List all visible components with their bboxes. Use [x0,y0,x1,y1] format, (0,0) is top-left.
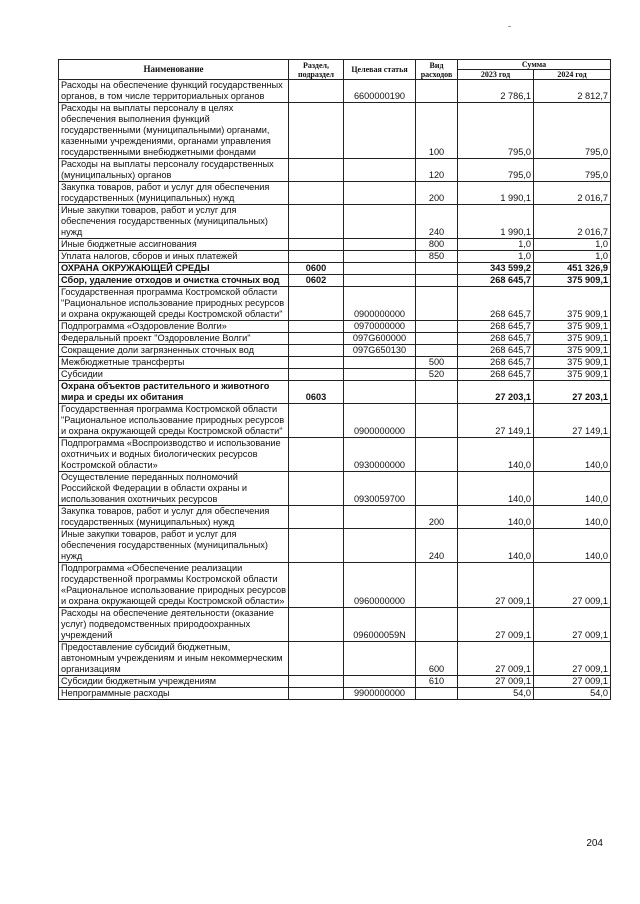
row-target [344,381,416,404]
row-sum-2024: 140,0 [534,506,611,529]
row-section [289,438,344,472]
row-type: 200 [416,506,458,529]
row-section [289,205,344,239]
row-sum-2023: 1,0 [458,251,534,263]
row-type [416,381,458,404]
row-type [416,438,458,472]
table-row [59,676,611,688]
table-row [59,472,611,506]
row-name: Предоставление субсидий бюджетным, автономным учреждениям и иным некоммерческим организациям [59,642,289,676]
row-sum-2024: 2 812,7 [534,80,611,103]
row-section [289,472,344,506]
row-sum-2023: 140,0 [458,506,534,529]
row-section [289,345,344,357]
row-name: Закупка товаров, работ и услуг для обеспечения государственных (муниципальных) нужд [59,506,289,529]
row-name: Осуществление переданных полномочий Российской Федерации в области охраны и использования охотничьих ресурсов [59,472,289,506]
table-row [59,357,611,369]
row-sum-2023: 268 645,7 [458,369,534,381]
row-target: 0960000000 [344,563,416,608]
row-name: Расходы на выплаты персоналу государственных (муниципальных) органов [59,159,289,182]
row-type [416,688,458,700]
row-section [289,369,344,381]
row-type: 520 [416,369,458,381]
row-name: Сбор, удаление отходов и очистка сточных вод [59,275,289,287]
table-row [59,275,611,287]
row-sum-2024: 1,0 [534,251,611,263]
row-section [289,563,344,608]
table-row [59,404,611,438]
row-sum-2024: 375 909,1 [534,357,611,369]
row-sum-2023: 1,0 [458,239,534,251]
row-type: 800 [416,239,458,251]
table-row [59,345,611,357]
row-target [344,275,416,287]
row-sum-2023: 27 009,1 [458,608,534,642]
row-name: Закупка товаров, работ и услуг для обеспечения государственных (муниципальных) нужд [59,182,289,205]
row-name: Расходы на выплаты персоналу в целях обеспечения выполнения функций государственными (муниципальными) органами, казенными учреждениями, органами управления государственными внебюджетными фондами [59,103,289,159]
row-type [416,563,458,608]
row-target [344,642,416,676]
header-year-2023: 2023 год [458,70,534,80]
row-sum-2023: 27 009,1 [458,642,534,676]
table-row [59,103,611,159]
row-target [344,529,416,563]
row-type: 240 [416,205,458,239]
row-target [344,159,416,182]
row-name: Субсидии [59,369,289,381]
row-section [289,676,344,688]
row-section [289,404,344,438]
row-sum-2024: 795,0 [534,159,611,182]
row-target [344,357,416,369]
row-name: Государственная программа Костромской области "Рациональное использование природных ресурсов и охрана окружающей среды Костромской области" [59,404,289,438]
row-name: Расходы на обеспечение деятельности (оказание услуг) подведомственных природоохранных учреждений [59,608,289,642]
row-type: 610 [416,676,458,688]
row-sum-2024: 27 203,1 [534,381,611,404]
row-target: 6600000190 [344,80,416,103]
row-target: 0930059700 [344,472,416,506]
row-sum-2023: 2 786,1 [458,80,534,103]
row-name: Подпрограмма «Воспроизводство и использование охотничьих и водных биологических ресурсов Костромской области» [59,438,289,472]
row-name: Расходы на обеспечение функций государственных органов, в том числе территориальных органов [59,80,289,103]
row-sum-2023: 268 645,7 [458,275,534,287]
row-target [344,676,416,688]
row-type [416,472,458,506]
row-target: 096000059N [344,608,416,642]
row-type: 850 [416,251,458,263]
row-sum-2024: 54,0 [534,688,611,700]
row-target [344,205,416,239]
row-section [289,103,344,159]
row-name: Непрограммные расходы [59,688,289,700]
row-target: 9900000000 [344,688,416,700]
row-target: 097G600000 [344,333,416,345]
table-row [59,263,611,275]
row-sum-2024: 795,0 [534,103,611,159]
row-sum-2024: 27 009,1 [534,608,611,642]
header-type: Вид расходов [416,60,458,80]
row-sum-2023: 795,0 [458,159,534,182]
row-target [344,369,416,381]
row-section [289,688,344,700]
row-type [416,333,458,345]
row-target [344,103,416,159]
row-sum-2023: 1 990,1 [458,205,534,239]
table-row [59,642,611,676]
table-row [59,159,611,182]
row-section [289,333,344,345]
row-sum-2024: 2 016,7 [534,205,611,239]
row-name: Межбюджетные трансферты [59,357,289,369]
header-name: Наименование [59,60,289,80]
row-sum-2023: 268 645,7 [458,287,534,321]
table-row [59,506,611,529]
row-type: 100 [416,103,458,159]
row-type: 500 [416,357,458,369]
table-row [59,239,611,251]
row-sum-2023: 1 990,1 [458,182,534,205]
table-body [59,80,611,700]
row-section [289,239,344,251]
table-row [59,369,611,381]
row-section [289,321,344,333]
table-row [59,438,611,472]
row-sum-2024: 140,0 [534,438,611,472]
row-sum-2023: 140,0 [458,529,534,563]
row-sum-2023: 795,0 [458,103,534,159]
row-sum-2023: 268 645,7 [458,357,534,369]
table-row [59,321,611,333]
table-row [59,381,611,404]
row-type: 600 [416,642,458,676]
row-sum-2024: 27 149,1 [534,404,611,438]
row-section [289,159,344,182]
table-row [59,688,611,700]
row-sum-2023: 27 203,1 [458,381,534,404]
header-target: Целевая статья [344,60,416,80]
row-type: 120 [416,159,458,182]
row-type [416,275,458,287]
row-type: 200 [416,182,458,205]
row-type [416,345,458,357]
row-section [289,182,344,205]
row-target: 0930000000 [344,438,416,472]
row-sum-2024: 375 909,1 [534,287,611,321]
row-sum-2024: 375 909,1 [534,321,611,333]
table-row [59,80,611,103]
page-number: 204 [586,838,603,849]
row-target [344,506,416,529]
row-target: 0970000000 [344,321,416,333]
table-row [59,608,611,642]
row-sum-2024: 27 009,1 [534,563,611,608]
table-row [59,205,611,239]
row-target: 097G650130 [344,345,416,357]
row-sum-2024: 451 326,9 [534,263,611,275]
row-sum-2023: 27 149,1 [458,404,534,438]
row-section [289,529,344,563]
row-target: 0900000000 [344,404,416,438]
row-sum-2024: 27 009,1 [534,676,611,688]
row-target [344,239,416,251]
row-type [416,608,458,642]
row-name: Охрана объектов растительного и животного мира и среды их обитания [59,381,289,404]
row-section [289,357,344,369]
row-name: Уплата налогов, сборов и иных платежей [59,251,289,263]
row-sum-2023: 268 645,7 [458,333,534,345]
row-sum-2023: 140,0 [458,438,534,472]
row-section: 0602 [289,275,344,287]
row-name: ОХРАНА ОКРУЖАЮЩЕЙ СРЕДЫ [59,263,289,275]
row-sum-2024: 375 909,1 [534,369,611,381]
row-sum-2023: 343 599,2 [458,263,534,275]
row-section [289,642,344,676]
table-row [59,287,611,321]
row-type [416,80,458,103]
header-year-2024: 2024 год [534,70,611,80]
row-sum-2023: 268 645,7 [458,345,534,357]
row-sum-2023: 54,0 [458,688,534,700]
row-type [416,404,458,438]
row-sum-2024: 375 909,1 [534,345,611,357]
row-sum-2024: 140,0 [534,529,611,563]
table-row [59,333,611,345]
row-name: Иные закупки товаров, работ и услуг для обеспечения государственных (муниципальных) нужд [59,205,289,239]
row-sum-2024: 2 016,7 [534,182,611,205]
row-name: Подпрограмма «Оздоровление Волги» [59,321,289,333]
row-type [416,287,458,321]
table-row [59,563,611,608]
row-sum-2023: 27 009,1 [458,563,534,608]
header-section: Раздел, подраздел [289,60,344,80]
row-name: Субсидии бюджетным учреждениям [59,676,289,688]
header-sum: Сумма [458,60,611,70]
row-name: Федеральный проект "Оздоровление Волги" [59,333,289,345]
row-sum-2024: 27 009,1 [534,642,611,676]
row-section [289,287,344,321]
row-target [344,263,416,275]
row-sum-2024: 1,0 [534,239,611,251]
scan-speck [508,26,511,27]
row-name: Иные бюджетные ассигнования [59,239,289,251]
row-name: Подпрограмма «Обеспечение реализации государственной программы Костромской области «Рациональное использование природных ресурсов и охрана окружающей среды Костромской области» [59,563,289,608]
row-sum-2023: 140,0 [458,472,534,506]
row-sum-2024: 375 909,1 [534,333,611,345]
row-type: 240 [416,529,458,563]
table-row [59,529,611,563]
row-sum-2023: 268 645,7 [458,321,534,333]
row-name: Сокращение доли загрязненных сточных вод [59,345,289,357]
row-name: Иные закупки товаров, работ и услуг для обеспечения государственных (муниципальных) нужд [59,529,289,563]
row-target: 0900000000 [344,287,416,321]
row-name: Государственная программа Костромской области "Рациональное использование природных ресурсов и охрана окружающей среды Костромской области" [59,287,289,321]
table-row [59,182,611,205]
row-section [289,608,344,642]
row-section [289,251,344,263]
row-target [344,182,416,205]
row-section: 0603 [289,381,344,404]
row-sum-2024: 140,0 [534,472,611,506]
row-section [289,506,344,529]
row-type [416,263,458,275]
table-row [59,251,611,263]
row-type [416,321,458,333]
row-sum-2023: 27 009,1 [458,676,534,688]
row-section [289,80,344,103]
row-section: 0600 [289,263,344,275]
budget-table [58,59,611,700]
row-sum-2024: 375 909,1 [534,275,611,287]
row-target [344,251,416,263]
